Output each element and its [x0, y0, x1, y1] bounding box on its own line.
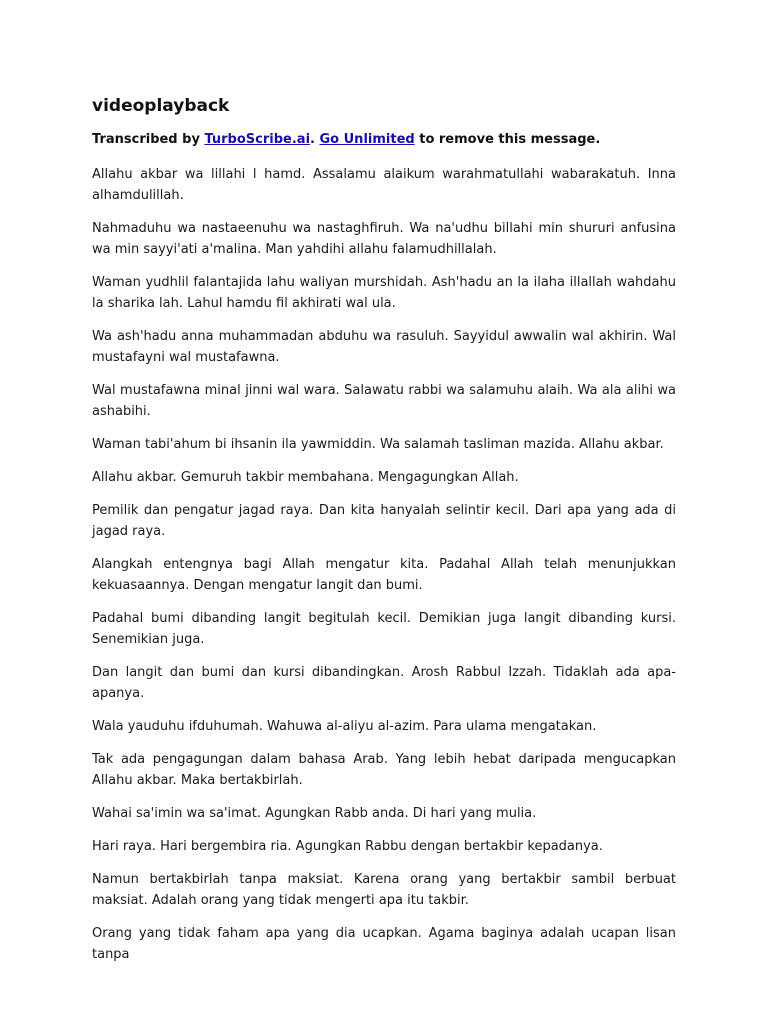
- transcript-paragraph: Namun bertakbirlah tanpa maksiat. Karena orang yang bertakbir sambil berbuat maksiat. Adalah orang yang tidak mengerti apa itu takbir.: [92, 872, 676, 908]
- transcription-notice: [92, 130, 676, 150]
- transcript-paragraph: Dan langit dan bumi dan kursi dibandingkan. Arosh Rabbul Izzah. Tidaklah ada apa-apanya.: [92, 665, 676, 701]
- transcript-paragraph: Wahai sa'imin wa sa'imat. Agungkan Rabb anda. Di hari yang mulia.: [92, 806, 537, 821]
- transcript-paragraph: Wala yauduhu ifduhumah. Wahuwa al-aliyu al-azim. Para ulama mengatakan.: [92, 719, 597, 734]
- document-page: [92, 94, 676, 977]
- document-title: videoplayback: [92, 96, 230, 116]
- transcript-paragraph: Hari raya. Hari bergembira ria. Agungkan Rabbu dengan bertakbir kepadanya.: [92, 839, 603, 854]
- notice-separator: .: [310, 132, 320, 147]
- transcript-paragraph: Pemilik dan pengatur jagad raya. Dan kita hanyalah selintir kecil. Dari apa yang ada di jagad raya.: [92, 503, 676, 539]
- notice-prefix: Transcribed by: [92, 132, 205, 147]
- transcript-paragraph: Waman tabi'ahum bi ihsanin ila yawmiddin. Wa salamah tasliman mazida. Allahu akbar.: [92, 437, 664, 452]
- notice-suffix: to remove this message.: [414, 132, 601, 147]
- transcript-paragraph: Tak ada pengagungan dalam bahasa Arab. Yang lebih hebat daripada mengucapkan Allahu akbar. Maka bertakbirlah.: [92, 752, 676, 788]
- turboscribe-link[interactable]: TurboScribe.ai: [204, 132, 311, 147]
- transcript-paragraph: Wal mustafawna minal jinni wal wara. Salawatu rabbi wa salamuhu alaih. Wa ala alihi wa ashabihi.: [92, 383, 676, 419]
- transcript-paragraph: Waman yudhlil falantajida lahu waliyan murshidah. Ash'hadu an la ilaha illallah wahdahu la sharika lah. Lahul hamdu fil akhirati wal ula.: [92, 275, 676, 311]
- transcript-paragraph: Wa ash'hadu anna muhammadan abduhu wa rasuluh. Sayyidul awwalin wal akhirin. Wal mustafayni wal mustafawna.: [92, 329, 676, 365]
- transcript-paragraph: Alangkah entengnya bagi Allah mengatur kita. Padahal Allah telah menunjukkan kekuasaannya. Dengan mengatur langit dan bumi.: [92, 557, 676, 593]
- transcript-paragraph: Orang yang tidak faham apa yang dia ucapkan. Agama baginya adalah ucapan lisan tanpa: [92, 926, 676, 962]
- transcript-paragraph: Nahmaduhu wa nastaeenuhu wa nastaghfiruh. Wa na'udhu billahi min shururi anfusina wa min sayyi'ati a'malina. Man yahdihi allahu falamudhillalah.: [92, 221, 676, 257]
- transcript-paragraph: Allahu akbar wa lillahi l hamd. Assalamu alaikum warahmatullahi wabarakatuh. Inna alhamdulillah.: [92, 167, 676, 203]
- transcript-paragraph: Padahal bumi dibanding langit begitulah kecil. Demikian juga langit dibanding kursi. Senemikian juga.: [92, 611, 676, 647]
- go-unlimited-link[interactable]: Go Unlimited: [319, 132, 415, 147]
- transcript-paragraph: Allahu akbar. Gemuruh takbir membahana. Mengagungkan Allah.: [92, 470, 519, 485]
